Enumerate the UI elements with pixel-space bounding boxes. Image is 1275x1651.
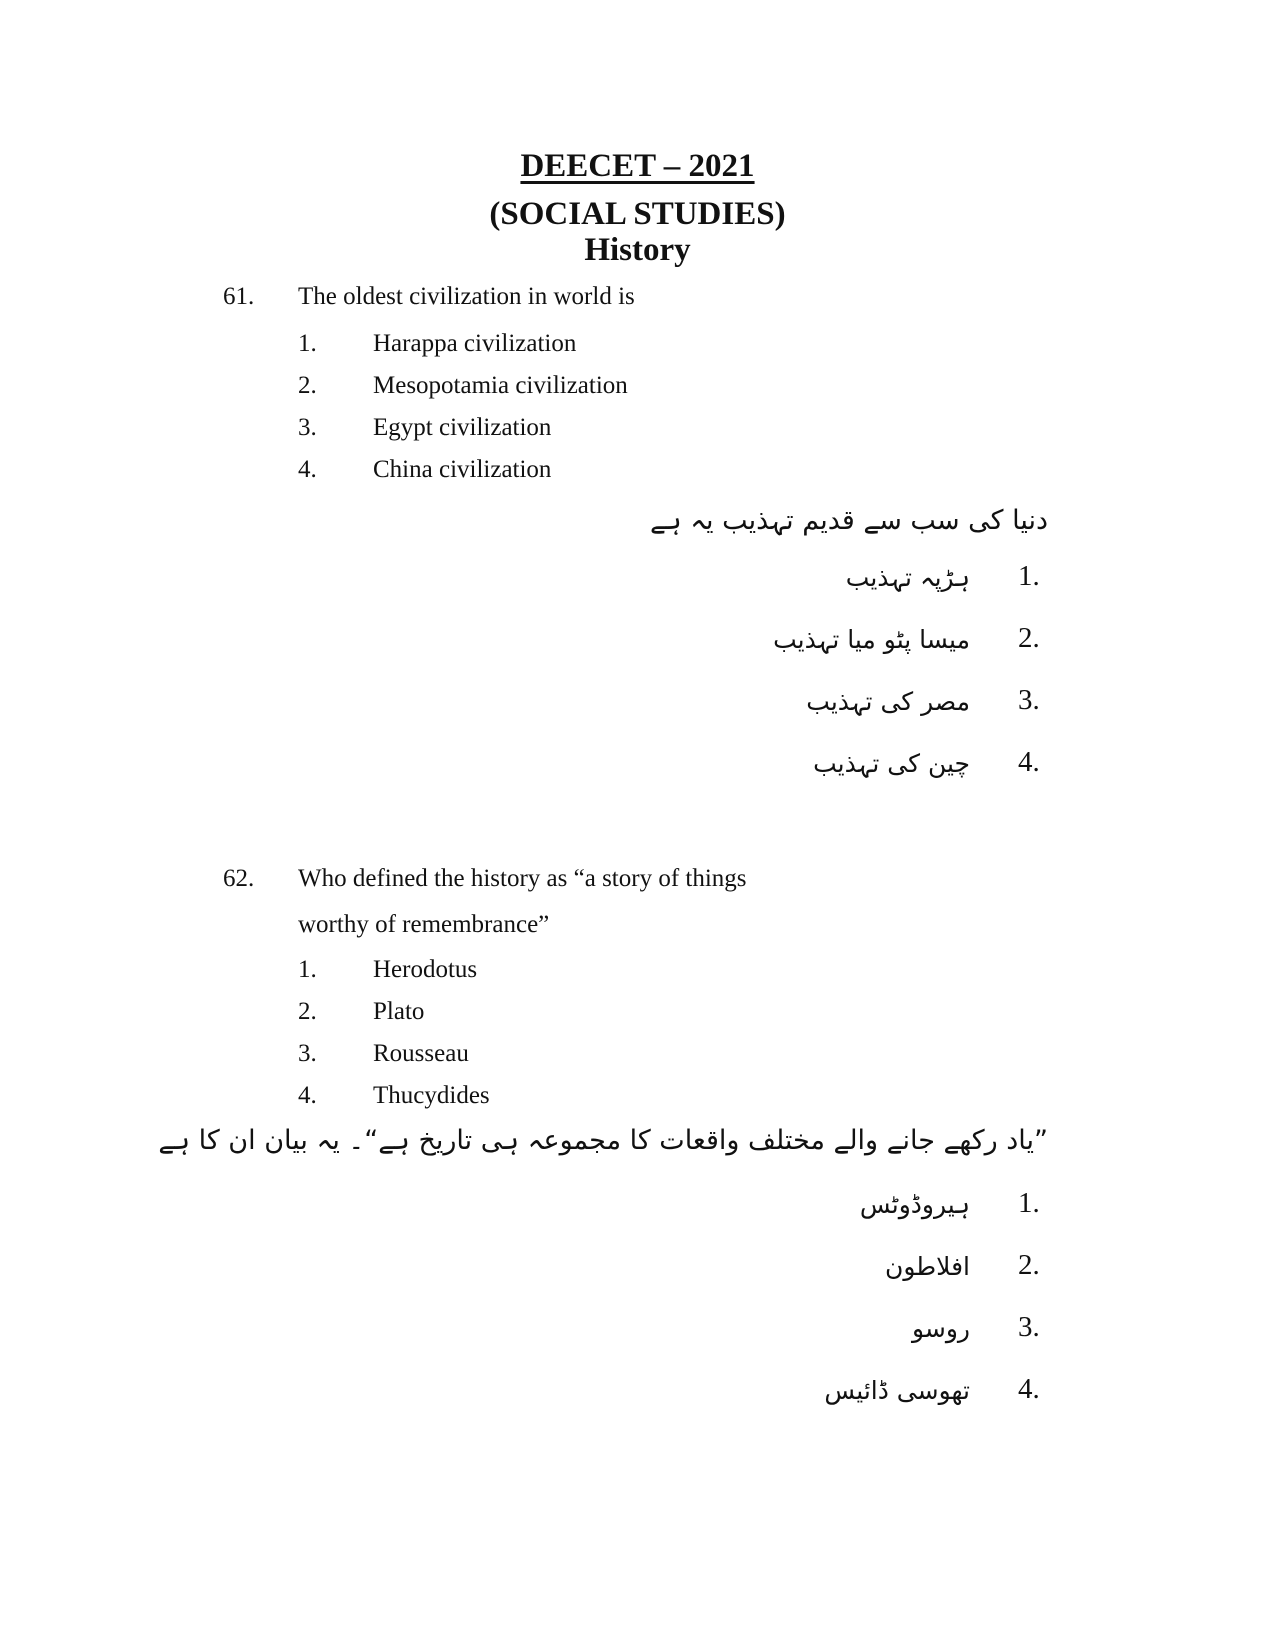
exam-title: DEECET – 2021	[520, 148, 755, 184]
urdu-option-number: 2.	[1018, 1249, 1040, 1281]
urdu-option-text: چین کی تہذیب	[813, 749, 970, 778]
urdu-option-number: 1.	[1018, 1187, 1040, 1219]
urdu-option-text: تھوسی ڈائیس	[824, 1376, 970, 1405]
option-text: Plato	[373, 998, 425, 1025]
question-text-line-1: Who defined the history as “a story of things	[298, 865, 747, 892]
option-text: Harappa civilization	[373, 330, 577, 357]
option-text: Egypt civilization	[373, 414, 552, 441]
section-title: History	[584, 232, 691, 268]
urdu-option-text: ہڑپہ تہذیب	[845, 563, 970, 592]
urdu-option-number: 1.	[1018, 560, 1040, 592]
option-number: 4.	[298, 456, 317, 483]
urdu-option-number: 2.	[1018, 622, 1040, 654]
option-number: 1.	[298, 330, 317, 357]
question-text: The oldest civilization in world is	[298, 283, 635, 310]
option-number: 4.	[298, 1082, 317, 1109]
option-text: Mesopotamia civilization	[373, 372, 628, 399]
urdu-option-text: مصر کی تہذیب	[806, 687, 970, 716]
urdu-option-text: ہیروڈوٹس	[859, 1190, 970, 1219]
option-number: 3.	[298, 414, 317, 441]
question-number: 62.	[223, 865, 255, 892]
urdu-question-text: دنیا کی سب سے قدیم تہذیب یہ ہے	[650, 505, 1048, 536]
option-number: 2.	[298, 372, 317, 399]
urdu-option-number: 4.	[1018, 1373, 1040, 1405]
subject-title: (SOCIAL STUDIES)	[489, 196, 786, 232]
option-text: Herodotus	[373, 956, 478, 983]
option-text: China civilization	[373, 456, 552, 483]
option-number: 1.	[298, 956, 317, 983]
question-text-line-2: worthy of remembrance”	[298, 911, 550, 938]
urdu-option-number: 4.	[1018, 746, 1040, 778]
urdu-question-text: ”یاد رکھے جانے والے مختلف واقعات کا مجموعہ ہی تاریخ ہے“۔ یہ بیان ان کا ہے	[158, 1125, 1048, 1156]
urdu-option-text: میسا پٹو میا تہذیب	[773, 625, 970, 654]
urdu-option-text: روسو	[911, 1314, 970, 1343]
option-number: 3.	[298, 1040, 317, 1067]
option-text: Thucydides	[373, 1082, 490, 1109]
question-number: 61.	[223, 283, 255, 310]
urdu-option-number: 3.	[1018, 684, 1040, 716]
option-text: Rousseau	[373, 1040, 469, 1067]
option-number: 2.	[298, 998, 317, 1025]
urdu-option-text: افلاطون	[885, 1252, 970, 1281]
urdu-option-number: 3.	[1018, 1311, 1040, 1343]
